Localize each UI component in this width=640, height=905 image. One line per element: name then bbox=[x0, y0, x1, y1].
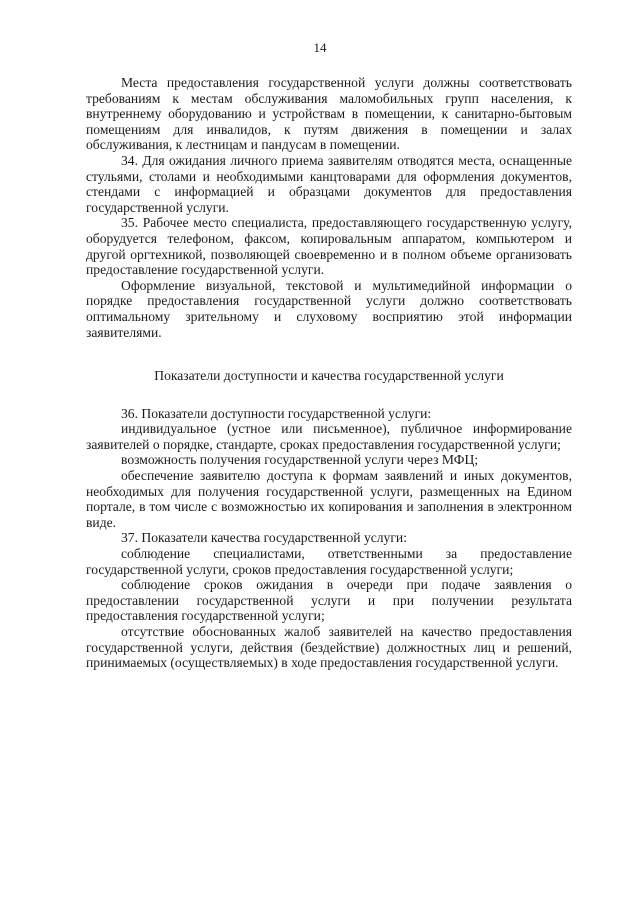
list-item-queue: соблюдение сроков ожидания в очереди при подаче заявления о предоставлении государственной услуги и при получении результата предоставления государственной услуги; bbox=[86, 577, 572, 624]
document-body bbox=[86, 75, 572, 671]
list-item-deadlines: соблюдение специалистами, ответственными за предоставление государственной услуги, сроков предоставления государственной услуги; bbox=[86, 546, 572, 577]
section-heading: Показатели доступности и качества государственной услуги bbox=[154, 368, 504, 384]
list-item-no-complaints: отсутствие обоснованных жалоб заявителей на качество предоставления государственной услуги, действия (бездействие) должностных лиц и решений, принимаемых (осуществляемых) в ходе предоставления государственной услуги. bbox=[86, 624, 572, 671]
paragraph-accessibility-requirements: Места предоставления государственной услуги должны соответствовать требованиям к местам обслуживания маломобильных групп населения, к внутреннему оборудованию и устройствам в помещении, к санитарно-бытовым помещениям для инвалидов, к путям движения в помещении и залах обслуживания, к лестницам и пандусам в помещении. bbox=[86, 75, 572, 153]
list-item-forms-access: обеспечение заявителю доступа к формам заявлений и иных документов, необходимых для получения государственной услуги, размещенных на Едином портале, в том числе с возможностью их копирования и заполнения в электронном виде. bbox=[86, 468, 572, 530]
paragraph-37-quality-indicators: 37. Показатели качества государственной услуги: bbox=[121, 530, 407, 546]
paragraph-34-waiting-places: 34. Для ожидания личного приема заявителям отводятся места, оснащенные стульями, столами и необходимыми канцтоварами для оформления документов, стендами с информацией и образцами документов для предоставления государственной услуги. bbox=[86, 152, 572, 215]
list-item-mfc: возможность получения государственной услуги через МФЦ; bbox=[121, 452, 479, 468]
paragraph-35-workplace: 35. Рабочее место специалиста, предоставляющего государственную услугу, оборудуется телефоном, факсом, копировальным аппаратом, компьютером и другой оргтехникой, позволяющей своевременно и в полном объеме организовать предоставление государственной услуги. bbox=[86, 215, 572, 278]
page-number: 14 bbox=[313, 40, 327, 55]
paragraph-information-design: Оформление визуальной, текстовой и мультимедийной информации о порядке предоставления государственной услуги должно соответствовать оптимальному зрительному и слуховому восприятию этой информации заявителями. bbox=[86, 277, 572, 340]
list-item-informing: индивидуальное (устное или письменное), публичное информирование заявителей о порядке, стандарте, сроках предоставления государственной услуги; bbox=[86, 421, 572, 452]
paragraph-36-accessibility-indicators: 36. Показатели доступности государственной услуги: bbox=[121, 405, 432, 421]
